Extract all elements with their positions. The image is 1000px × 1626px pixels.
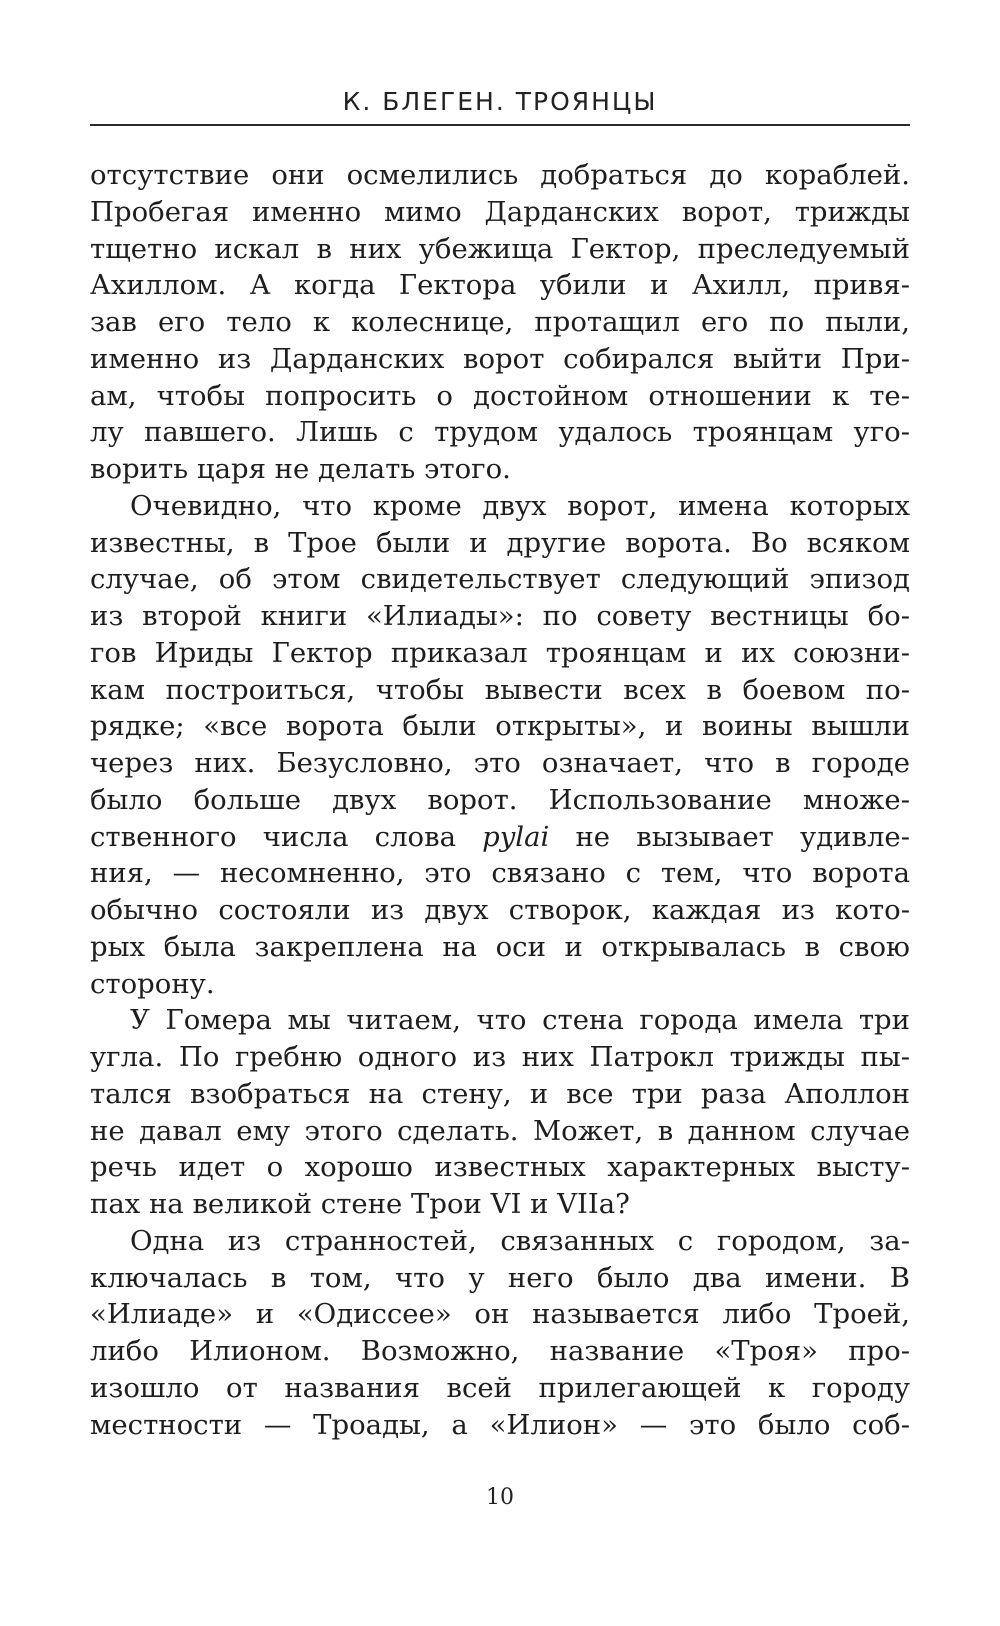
- header-rule: [90, 124, 910, 126]
- text-line: известны, в Трое были и другие ворота. Во всяком: [90, 526, 910, 559]
- text-line: пах на великой стене Трои VI и VIIa?: [90, 1188, 630, 1220]
- text-fragment: не вызывает удивле-: [549, 820, 910, 853]
- text-line: ния, — несомненно, это связано с тем, что ворота: [90, 857, 910, 890]
- text-line: было больше двух ворот. Использование множе-: [90, 783, 910, 816]
- text-line: ворить царя не делать этого.: [90, 453, 511, 485]
- text-line: случае, об этом свидетельствует следующий эпизод: [90, 563, 910, 596]
- text-line-with-italic: [90, 819, 910, 856]
- text-line: изошло от названия всей прилегающей к городу: [90, 1371, 910, 1404]
- text-line: угла. По гребню одного из них Патрокл трижды пы-: [90, 1041, 910, 1073]
- text-line: лу павшего. Лишь с трудом удалось троянцам уго-: [90, 416, 910, 449]
- text-line: кам построиться, чтобы вывести всех в боевом по-: [90, 673, 910, 706]
- page-number: 10: [486, 1485, 514, 1510]
- text-line: рых была закреплена на оси и открывалась в свою: [90, 930, 910, 963]
- body-text: [90, 157, 910, 1443]
- text-line: не давал ему этого сделать. Может, в данном случае: [90, 1114, 910, 1147]
- text-line: Ахиллом. А когда Гектора убили и Ахилл, привя-: [90, 269, 910, 302]
- text-line: из второй книги «Илиады»: по совету вестницы бо-: [90, 600, 910, 632]
- italic-term: pylai: [482, 820, 550, 853]
- text-line: Очевидно, что кроме двух ворот, имена которых: [130, 489, 910, 522]
- text-line: речь идет о хорошо известных характерных высту-: [90, 1151, 910, 1184]
- text-line: через них. Безусловно, это означает, что в городе: [90, 747, 910, 779]
- text-line: рядке; «все ворота были открыты», и воины вышли: [90, 710, 910, 743]
- text-line: тался взобраться на стену, и все три раза Аполлон: [90, 1077, 910, 1110]
- text-line: сторону.: [90, 967, 215, 1000]
- text-fragment: ственного числа слова: [90, 820, 483, 853]
- text-line: отсутствие они осмелились добраться до кораблей.: [90, 159, 910, 191]
- text-line: У Гомера мы читаем, что стена города имела три: [130, 1004, 910, 1037]
- text-line: ам, чтобы попросить о достойном отношении к те-: [90, 379, 910, 412]
- running-head: К. БЛЕГЕН. ТРОЯНЦЫ: [342, 87, 658, 116]
- text-line: «Илиаде» и «Одиссее» он называется либо Троей,: [90, 1298, 910, 1331]
- text-line: Пробегая именно мимо Дарданских ворот, трижды: [90, 195, 910, 228]
- text-line: именно из Дарданских ворот собирался выйти При-: [90, 342, 910, 375]
- text-line: обычно состояли из двух створок, каждая из кото-: [90, 894, 910, 926]
- text-line: гов Ириды Гектор приказал троянцам и их союзни-: [90, 636, 910, 669]
- text-line: Одна из странностей, связанных с городом, за-: [130, 1224, 910, 1257]
- text-line: зав его тело к колеснице, протащил его по пыли,: [90, 306, 910, 338]
- text-line: ключалась в том, что у него было два имени. В: [90, 1261, 910, 1294]
- text-line: тщетно искал в них убежища Гектор, преследуемый: [90, 232, 910, 265]
- text-line: либо Илионом. Возможно, название «Троя» про-: [90, 1335, 910, 1367]
- text-line: местности — Троады, а «Илион» — это было соб-: [90, 1408, 910, 1441]
